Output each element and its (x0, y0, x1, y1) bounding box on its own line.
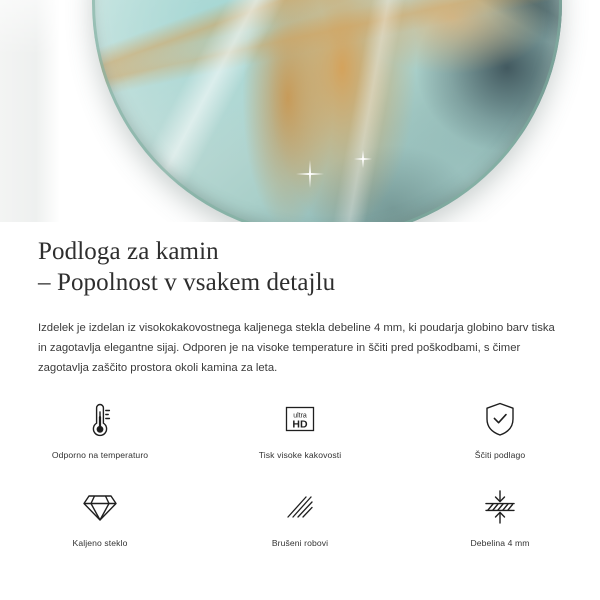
product-description-paragraph: Izdelek je izdelan iz visokokakovostnega kaljenega stekla debeline 4 mm, ki poudarja globino barv tiska in zagotavlja elegantne sijaj. Odporen je na visoke temperature in ščiti pred poškodbami, s čimer zagotavlja zaščito prostora okoli kamina za leta. (38, 322, 555, 374)
feature-item-tempered-glass (0, 484, 200, 572)
feature-label: Odporno na temperaturo (51, 450, 149, 460)
polished-edges-icon (280, 484, 320, 530)
ultra-hd-icon (280, 396, 320, 442)
feature-label: Debelina 4 mm (470, 538, 530, 548)
feature-item-surface-protection (400, 396, 600, 484)
shield-check-icon (481, 396, 519, 442)
headline-line-2: – Popolnost v vsakem detajlu (38, 269, 336, 296)
thickness-arrows-icon (480, 484, 520, 530)
hero-image (0, 0, 600, 222)
feature-item-thickness (400, 484, 600, 572)
feature-item-polished-edges (200, 484, 400, 572)
page-title (0, 222, 600, 298)
svg-text:HD: HD (292, 418, 308, 431)
feature-label: Brušeni robovi (271, 538, 329, 548)
feature-item-temperature (0, 396, 200, 484)
thermometer-icon (83, 396, 117, 442)
feature-grid (0, 396, 600, 572)
feature-label: Ščiti podlago (474, 450, 526, 460)
feature-label: Kaljeno steklo (72, 538, 128, 548)
feature-label: Tisk visoke kakovosti (258, 450, 342, 460)
glass-plate-product-image (92, 0, 562, 222)
feature-item-print-quality (200, 396, 400, 484)
headline-line-1: Podloga za kamin (38, 238, 219, 265)
svg-text:ultra: ultra (293, 412, 307, 420)
text-content (0, 222, 600, 378)
diamond-icon (80, 484, 120, 530)
